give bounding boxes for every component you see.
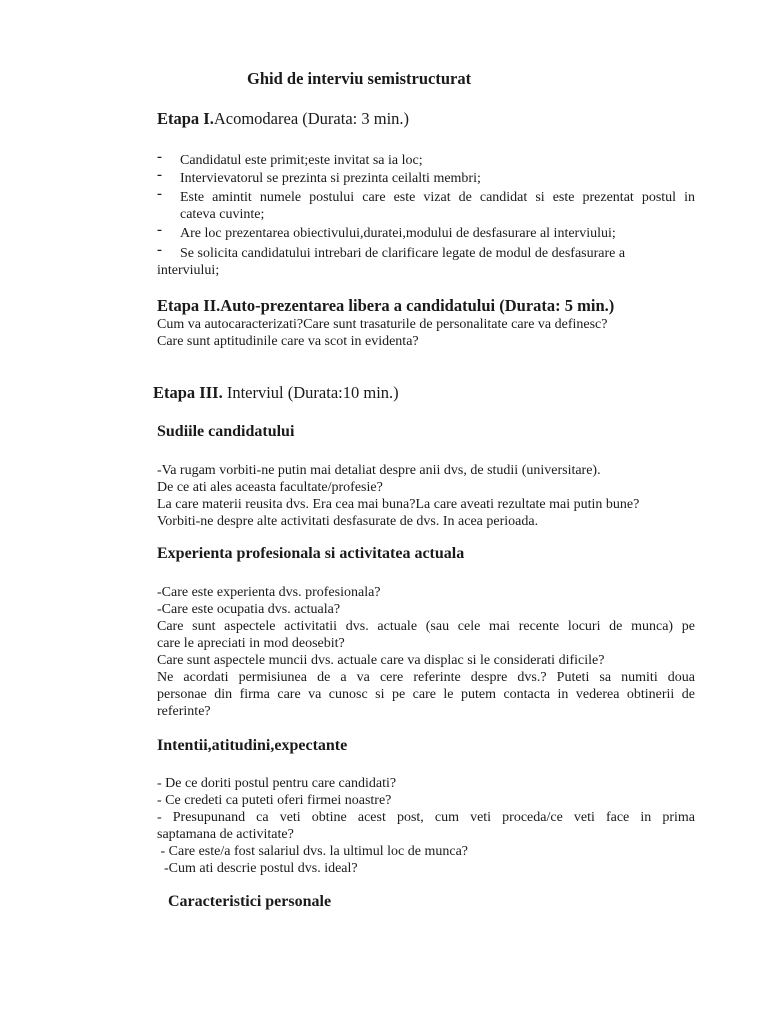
bullet-dash: -: [157, 167, 162, 183]
studii-line: Vorbiti-ne despre alte activitati desfasurate de dvs. In acea perioada.: [157, 514, 539, 529]
experienta-line: Ne acordati permisiunea de a va cere referinte despre dvs.? Puteti sa numiti doua: [157, 670, 695, 685]
etapa-3-heading: [153, 383, 399, 403]
intentii-line: - De ce doriti postul pentru care candidati?: [157, 776, 397, 791]
studii-line: -Va rugam vorbiti-ne putin mai detaliat despre anii dvs, de studii (universitare).: [157, 463, 601, 478]
experienta-line: personae din firma care va cunosc si pe care le putem contacta in vederea obtinerii de: [157, 687, 695, 702]
bullet-dash: -: [157, 186, 162, 202]
etapa-1-label: Etapa I.: [157, 109, 214, 128]
caracteristici-heading: Caracteristici personale: [168, 893, 332, 910]
etapa-1-heading: [157, 109, 409, 129]
experienta-line: -Care este ocupatia dvs. actuala?: [157, 602, 341, 617]
studii-line: La care materii reusita dvs. Era cea mai buna?La care aveati rezultate mai putin bune?: [157, 497, 640, 512]
etapa-1-item-continued: interviului;: [157, 263, 220, 278]
etapa-2-line: Cum va autocaracterizati?Care sunt trasaturile de personalitate care va definesc?: [157, 317, 608, 332]
intentii-line: - Ce credeti ca puteti oferi firmei noastre?: [157, 793, 392, 808]
etapa-1-item: Candidatul este primit;este invitat sa ia loc;: [180, 153, 423, 168]
experienta-heading: Experienta profesionala si activitatea actuala: [157, 545, 465, 562]
bullet-dash: -: [157, 222, 162, 238]
etapa-1-item: Se solicita candidatului intrebari de clarificare legate de modul de desfasurare a: [180, 246, 626, 261]
etapa-2-line: Care sunt aptitudinile care va scot in evidenta?: [157, 334, 419, 349]
etapa-2-label: Etapa II.: [157, 296, 221, 315]
studii-line: De ce ati ales aceasta facultate/profesie?: [157, 480, 383, 495]
etapa-2-heading: [157, 296, 614, 316]
etapa-1-item: Intervievatorul se prezinta si prezinta ceilalti membri;: [180, 171, 481, 186]
etapa-1-item: Este amintit numele postului care este vizat de candidat si este prezentat postul in: [180, 190, 695, 205]
studii-heading: Sudiile candidatului: [157, 423, 295, 440]
etapa-2-title: Auto-prezentarea libera a candidatului (Durata: 5 min.): [220, 296, 615, 315]
experienta-line: care le apreciati in mod deosebit?: [157, 636, 345, 651]
intentii-line: - Care este/a fost salariul dvs. la ultimul loc de munca?: [157, 844, 469, 859]
document-title: Ghid de interviu semistructurat: [247, 69, 472, 88]
etapa-1-item-continued: cateva cuvinte;: [180, 207, 265, 222]
etapa-1-item: Are loc prezentarea obiectivului,duratei,modului de desfasurare al interviului;: [180, 226, 616, 241]
bullet-dash: -: [157, 149, 162, 165]
etapa-3-title: Interviul (Durata:10 min.): [222, 383, 399, 402]
intentii-line: saptamana de activitate?: [157, 827, 294, 842]
bullet-dash: -: [157, 242, 162, 258]
intentii-line: -Cum ati descrie postul dvs. ideal?: [157, 861, 358, 876]
intentii-heading: Intentii,atitudini,expectante: [157, 737, 348, 754]
etapa-1-title: Acomodarea (Durata: 3 min.): [213, 109, 410, 128]
experienta-line: -Care este experienta dvs. profesionala?: [157, 585, 381, 600]
etapa-3-label: Etapa III.: [153, 383, 223, 402]
intentii-line: - Presupunand ca veti obtine acest post, cum veti proceda/ce veti face in prima: [157, 810, 695, 825]
experienta-line: Care sunt aspectele activitatii dvs. actuale (sau cele mai recente locuri de munca) pe: [157, 619, 695, 634]
experienta-line: Care sunt aspectele muncii dvs. actuale care va displac si le considerati dificile?: [157, 653, 605, 668]
experienta-line: referinte?: [157, 704, 211, 719]
